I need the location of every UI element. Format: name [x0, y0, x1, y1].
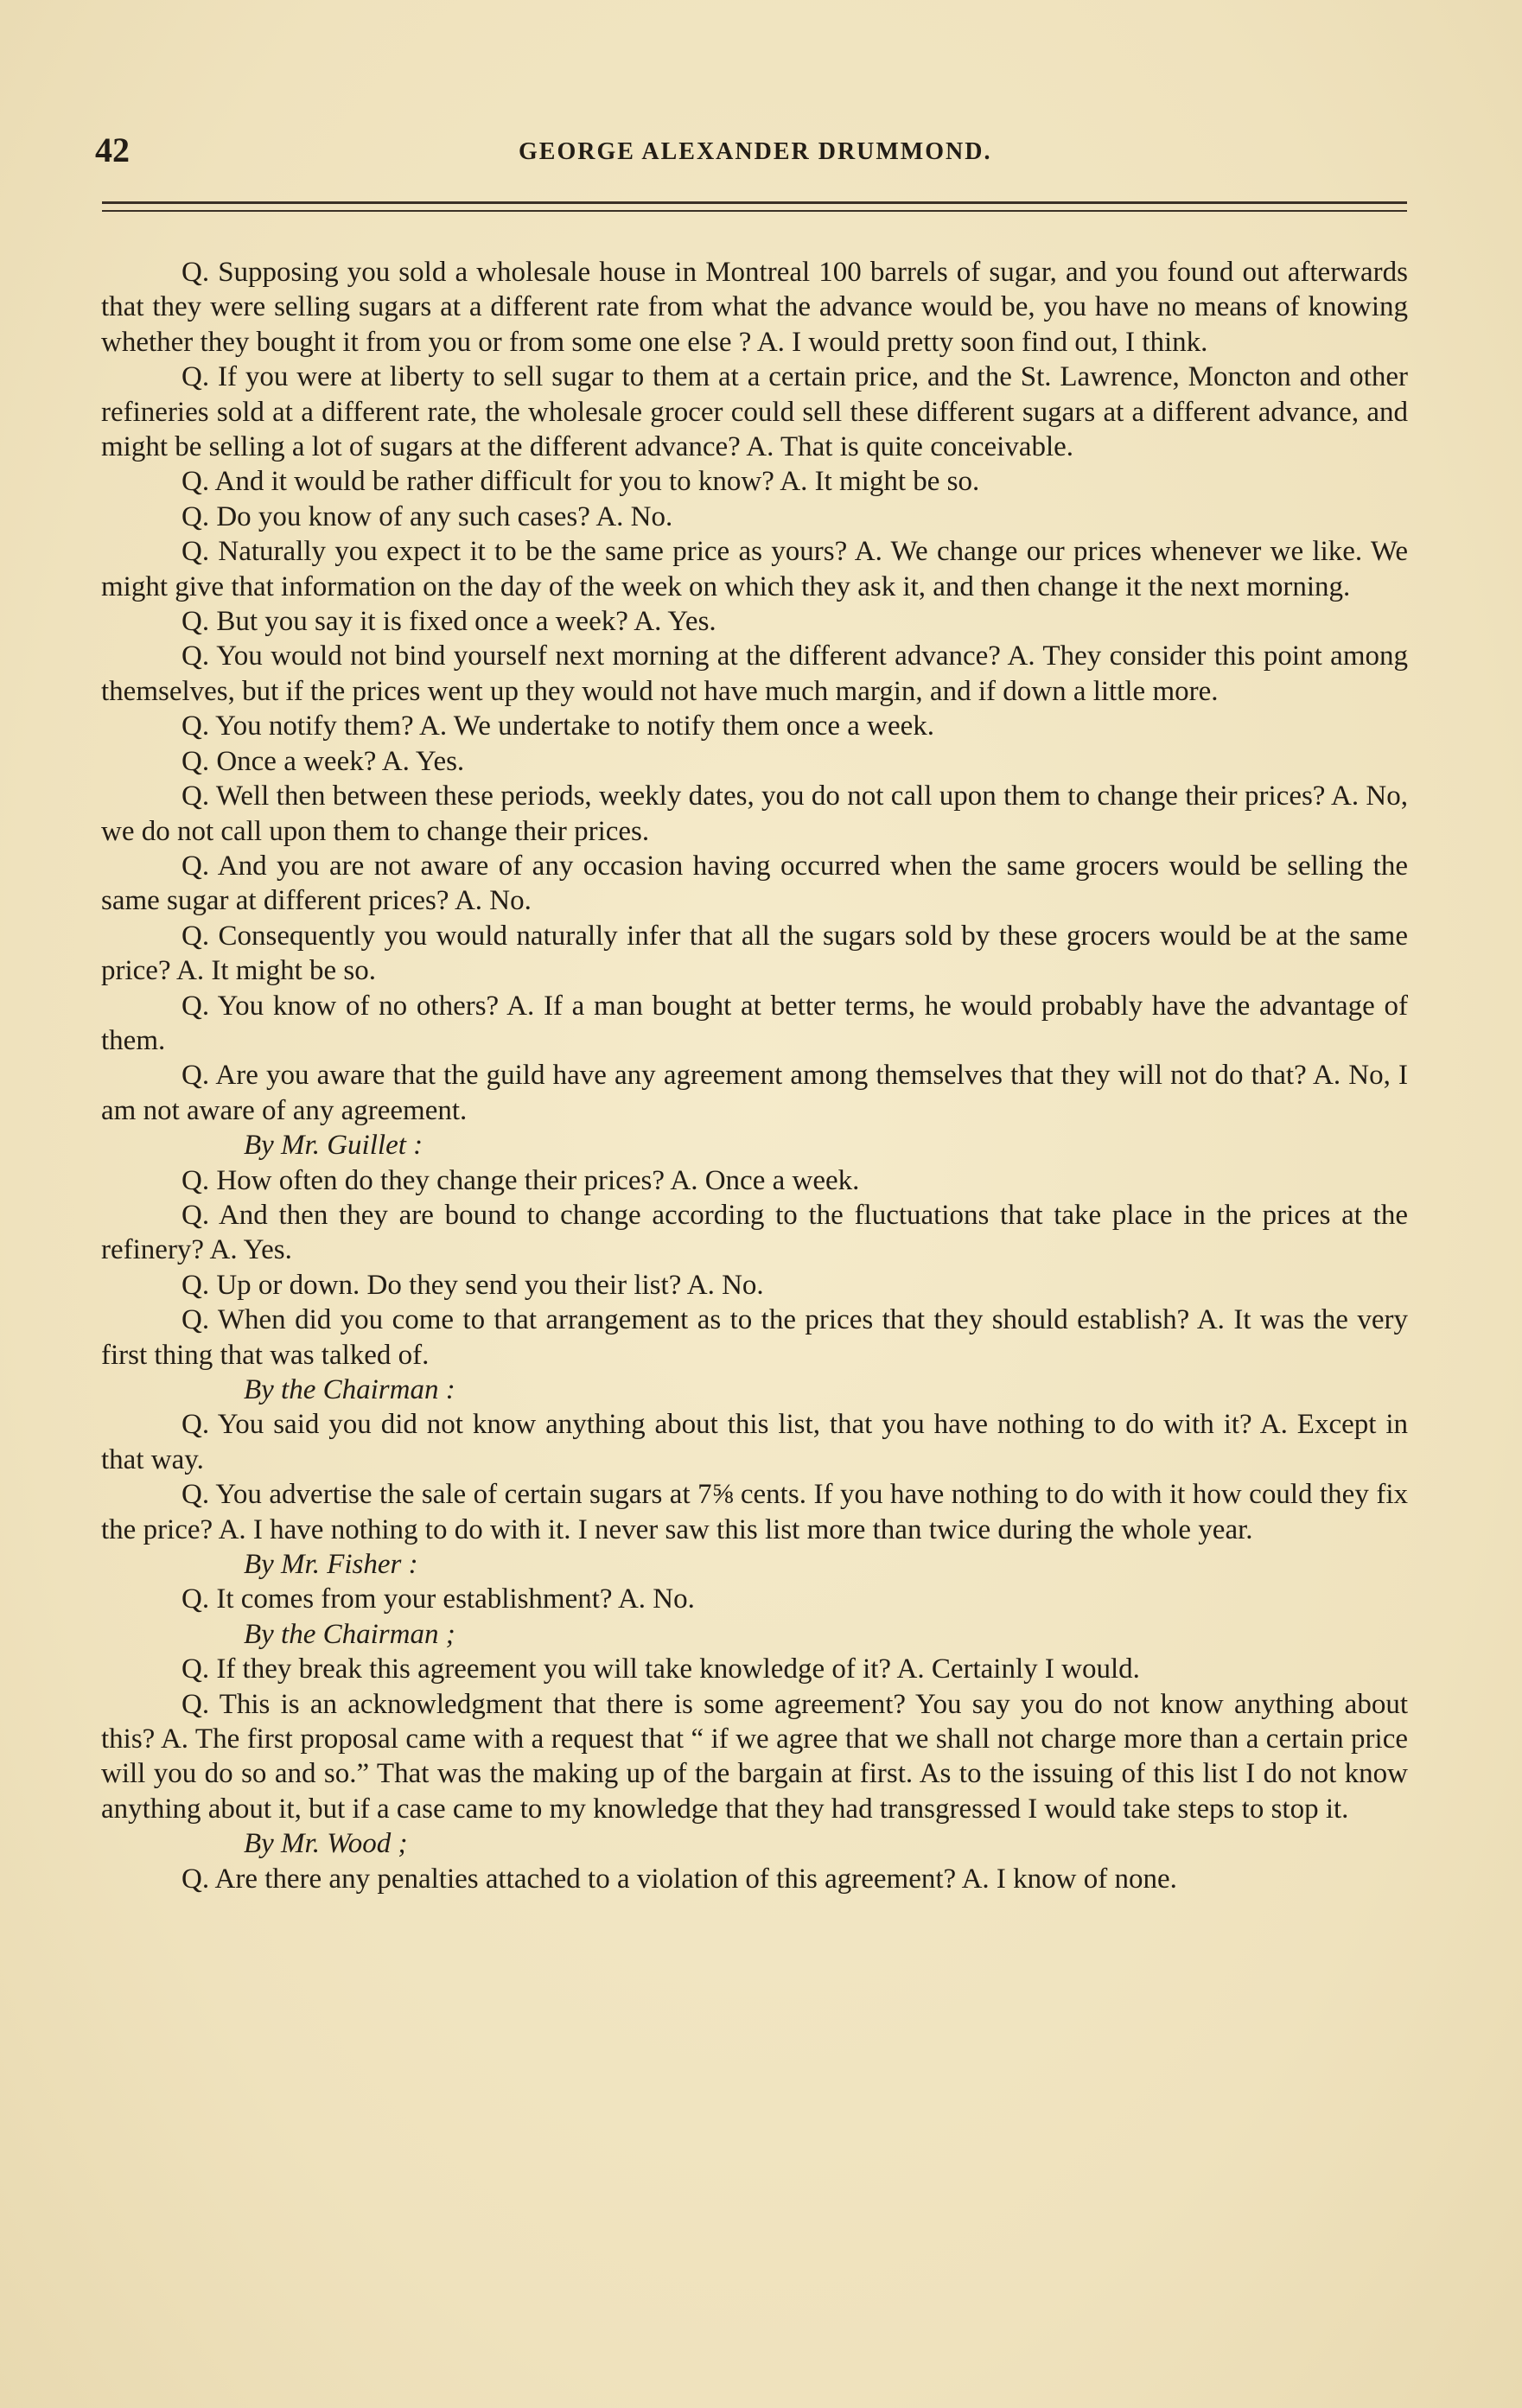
- testimony-paragraph: Q. Well then between these periods, weekly dates, you do not call upon them to change their prices? A. No, we do not call upon them to change their prices.: [101, 780, 1408, 847]
- page-header: [95, 130, 1409, 173]
- testimony-paragraph: Q. This is an acknowledgment that there is some agreement? You say you do not know anything about this? A. The first proposal came with a request that “ if we agree that we shall not charge more than a certain price will you do so and so.” That was the making up of the bargain at first. As to the issuing of this list I do not know anything about it, but if a case came to my knowledge that they had transgressed I would take steps to stop it.: [101, 1688, 1408, 1825]
- page-number: 42: [95, 131, 130, 169]
- testimony-paragraph: Q. Supposing you sold a wholesale house in Montreal 100 barrels of sugar, and you found out afterwards that they were selling sugars at a different rate from what the advance would be, you have no means of knowing whether they bought it from you or from some one else ? A. I would pretty soon find out, I think.: [101, 257, 1408, 358]
- header-double-rule: [102, 201, 1407, 212]
- testimony-paragraph: Q. Are you aware that the guild have any agreement among themselves that they will not do that? A. No, I am not aware of any agreement.: [101, 1060, 1408, 1126]
- testimony-paragraph: Q. If they break this agreement you will take knowledge of it? A. Certainly I would.: [181, 1653, 1140, 1685]
- speaker-heading: By Mr. Guillet :: [244, 1130, 423, 1162]
- testimony-paragraph: Q. If you were at liberty to sell sugar to them at a certain price, and the St. Lawrence, Moncton and other refineries sold at a different rate, the wholesale grocer could sell these different sugars at a different advance, and might be selling a lot of sugars at the different advance? A. That is quite conceivable.: [101, 361, 1408, 463]
- testimony-paragraph: Q. It comes from your establishment? A. No.: [181, 1583, 695, 1615]
- testimony-paragraph: Q. Consequently you would naturally infer that all the sugars sold by these grocers would be at the same price? A. It might be so.: [101, 920, 1408, 987]
- running-head: GEORGE ALEXANDER DRUMMOND.: [519, 138, 992, 165]
- speaker-heading: By Mr. Fisher :: [244, 1549, 418, 1581]
- testimony-paragraph: Q. You would not bind yourself next morning at the different advance? A. They consider this point among themselves, but if the prices went up they would not have much margin, and if down a little more.: [101, 640, 1408, 707]
- testimony-paragraph: Q. You advertise the sale of certain sugars at 7⅝ cents. If you have nothing to do with it how could they fix the price? A. I have nothing to do with it. I never saw this list more than twice during the whole year.: [101, 1479, 1408, 1545]
- testimony-paragraph: Q. Naturally you expect it to be the same price as yours? A. We change our prices whenever we like. We might give that information on the day of the week on which they ask it, and then change it the next morning.: [101, 536, 1408, 602]
- testimony-paragraph: Q. And you are not aware of any occasion having occurred when the same grocers would be selling the same sugar at different prices? A. No.: [101, 850, 1408, 917]
- document-body: [101, 255, 1408, 1896]
- testimony-paragraph: Q. Do you know of any such cases? A. No.: [181, 500, 673, 532]
- testimony-paragraph: Q. How often do they change their prices? A. Once a week.: [181, 1164, 860, 1196]
- testimony-paragraph: Q. Once a week? A. Yes.: [181, 745, 465, 777]
- testimony-paragraph: Q. But you say it is fixed once a week? A. Yes.: [181, 606, 716, 638]
- speaker-heading: By Mr. Wood ;: [244, 1828, 408, 1860]
- testimony-paragraph: Q. When did you come to that arrangement as to the prices that they should establish? A. It was the very first thing that was talked of.: [101, 1304, 1408, 1371]
- speaker-heading: By the Chairman ;: [244, 1618, 455, 1650]
- testimony-paragraph: Q. And then they are bound to change according to the fluctuations that take place in the prices at the refinery? A. Yes.: [101, 1199, 1408, 1266]
- testimony-paragraph: Q. Up or down. Do they send you their list? A. No.: [181, 1269, 764, 1301]
- testimony-paragraph: Q. You know of no others? A. If a man bought at better terms, he would probably have the advantage of them.: [101, 990, 1408, 1056]
- testimony-paragraph: Q. You said you did not know anything about this list, that you have nothing to do with it? A. Except in that way.: [101, 1409, 1408, 1475]
- testimony-paragraph: Q. Are there any penalties attached to a violation of this agreement? A. I know of none.: [181, 1863, 1177, 1895]
- speaker-heading: By the Chairman :: [244, 1374, 455, 1405]
- testimony-paragraph: Q. And it would be rather difficult for you to know? A. It might be so.: [181, 466, 980, 498]
- testimony-paragraph: Q. You notify them? A. We undertake to notify them once a week.: [181, 710, 935, 742]
